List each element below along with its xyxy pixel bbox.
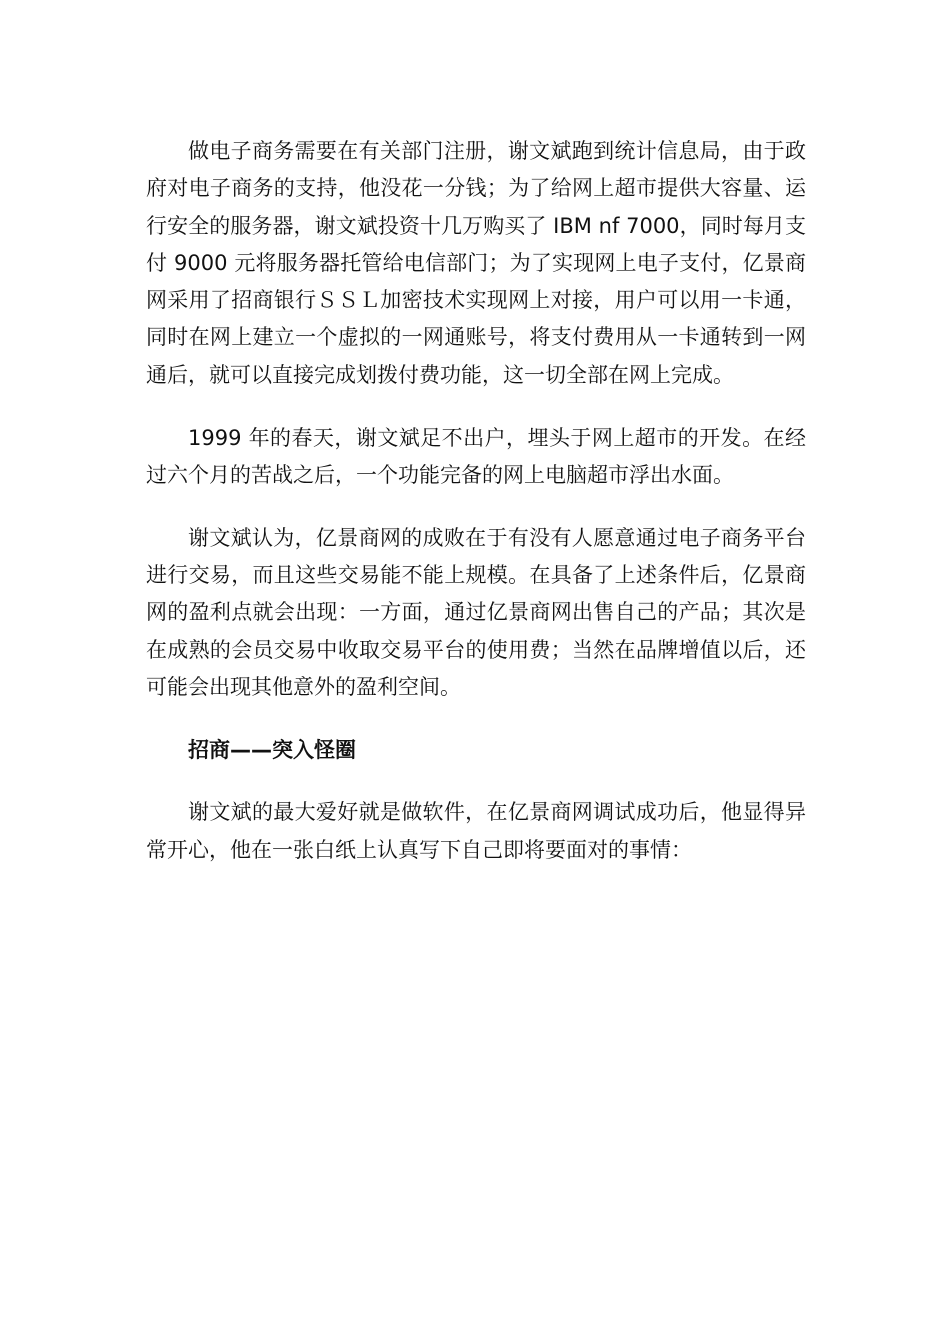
paragraph-software-hobby: 谢文斌的最大爱好就是做软件，在亿景商网调试成功后，他显得异常开心，他在一张白纸上认真写下自己即将要面对的事情： <box>146 800 806 862</box>
paragraph-success-factors: 谢文斌认为，亿景商网的成败在于有没有人愿意通过电子商务平台进行交易，而且这些交易能不能上规模。在具备了上述条件后，亿景商网的盈利点就会出现：一方面，通过亿景商网出售自己的产品；其次是在成熟的会员交易中收取交易平台的使用费；当然在品牌增值以后，还可能会出现其他意外的盈利空间。 <box>146 525 806 699</box>
paragraph-spring-1999: 1999 年的春天，谢文斌足不出户，埋头于网上超市的开发。在经过六个月的苦战之后，一个功能完备的网上电脑超市浮出水面。 <box>146 426 806 488</box>
section-heading: 招商——突入怪圈 <box>188 738 356 763</box>
document-body <box>146 133 806 869</box>
paragraph-registration: 做电子商务需要在有关部门注册，谢文斌跑到统计信息局，由于政府对电子商务的支持，他没花一分钱；为了给网上超市提供大容量、运行安全的服务器，谢文斌投资十几万购买了 IBM nf 7000，同时每月支付 9000 元将服务器托管给电信部门；为了实现网上电子支付，亿景商网采用了招商银行ＳＳＬ加密技术实现网上对接，用户可以用一卡通，同时在网上建立一个虚拟的一网通账号，将支付费用从一卡通转到一网通后，就可以直接完成划拨付费功能，这一切全部在网上完成。 <box>146 139 806 387</box>
